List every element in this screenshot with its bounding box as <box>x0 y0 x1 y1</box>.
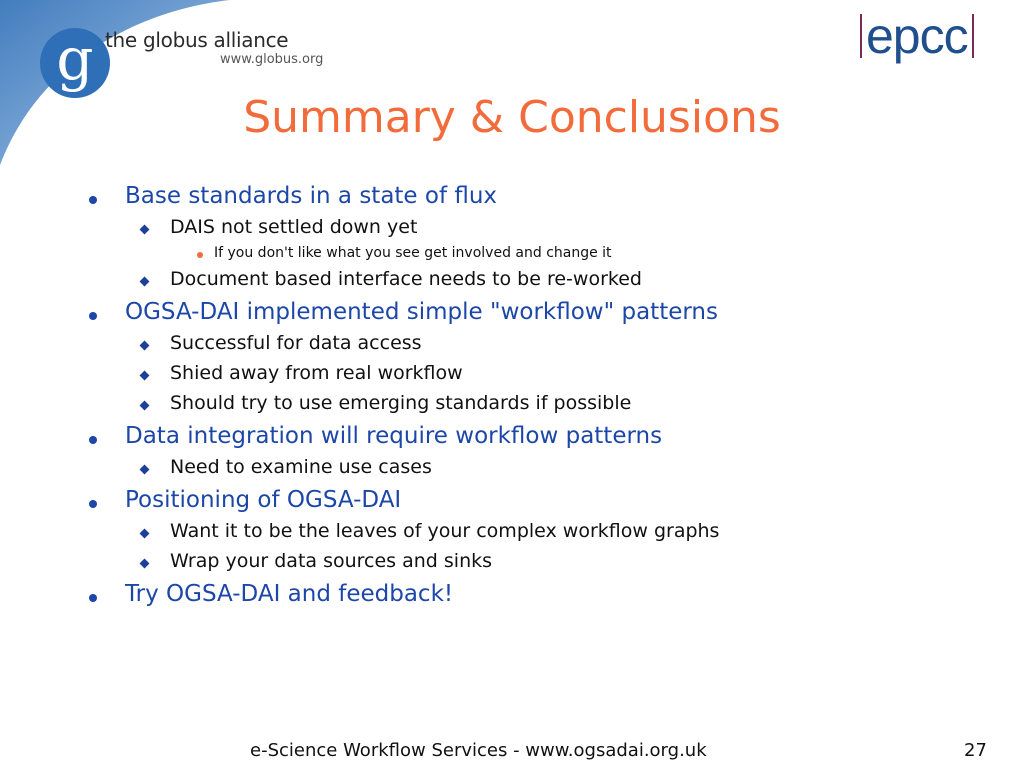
bullet-dot-icon <box>89 500 97 508</box>
bullet-diamond-icon <box>140 371 150 381</box>
bullet-diamond-icon <box>140 559 150 569</box>
footer-text: e-Science Workflow Services - www.ogsadai.org.uk <box>250 740 707 761</box>
bullet-dot-icon <box>89 312 97 320</box>
bullet-dot-icon <box>89 436 97 444</box>
globus-g-logo <box>40 25 110 98</box>
list-item-level3: If you don't like what you see get involved and change it <box>214 245 612 261</box>
bullet-diamond-icon <box>140 529 150 539</box>
list-item-level2: Successful for data access <box>170 332 422 354</box>
bullet-diamond-icon <box>140 401 150 411</box>
page-number: 27 <box>964 740 987 761</box>
bullet-dot-icon <box>197 252 203 258</box>
list-item-level1: Try OGSA-DAI and feedback! <box>125 581 454 607</box>
list-item-level2: Document based interface needs to be re-worked <box>170 268 642 290</box>
bullet-diamond-icon <box>140 225 150 235</box>
list-item-level1: Data integration will require workflow patterns <box>125 423 663 449</box>
list-item-level1: OGSA-DAI implemented simple "workflow" patterns <box>125 299 718 325</box>
list-item-level2: Wrap your data sources and sinks <box>170 550 493 572</box>
bullet-dot-icon <box>89 594 97 602</box>
list-item-level2: Should try to use emerging standards if possible <box>170 392 632 414</box>
list-item-level2: Shied away from real workflow <box>170 362 463 384</box>
globus-url: www.globus.org <box>220 52 324 67</box>
list-item-level1: Positioning of OGSA-DAI <box>125 487 402 513</box>
epcc-logo-text: epcc <box>866 8 968 64</box>
globus-alliance-name: the globus alliance <box>105 28 289 52</box>
slide-title: Summary & Conclusions <box>243 92 781 143</box>
bullet-diamond-icon <box>140 465 150 475</box>
bullet-dot-icon <box>89 196 97 204</box>
list-item-level1: Base standards in a state of flux <box>125 183 498 209</box>
list-item-level2: DAIS not settled down yet <box>170 216 418 238</box>
list-item-level2: Want it to be the leaves of your complex workflow graphs <box>170 520 720 542</box>
epcc-logo <box>860 8 974 64</box>
bullet-diamond-icon <box>140 341 150 351</box>
globus-logo-letter: g <box>56 25 94 93</box>
list-item-level2: Need to examine use cases <box>170 456 432 478</box>
bullet-diamond-icon <box>140 277 150 287</box>
epcc-logo-bar-right <box>972 14 974 58</box>
